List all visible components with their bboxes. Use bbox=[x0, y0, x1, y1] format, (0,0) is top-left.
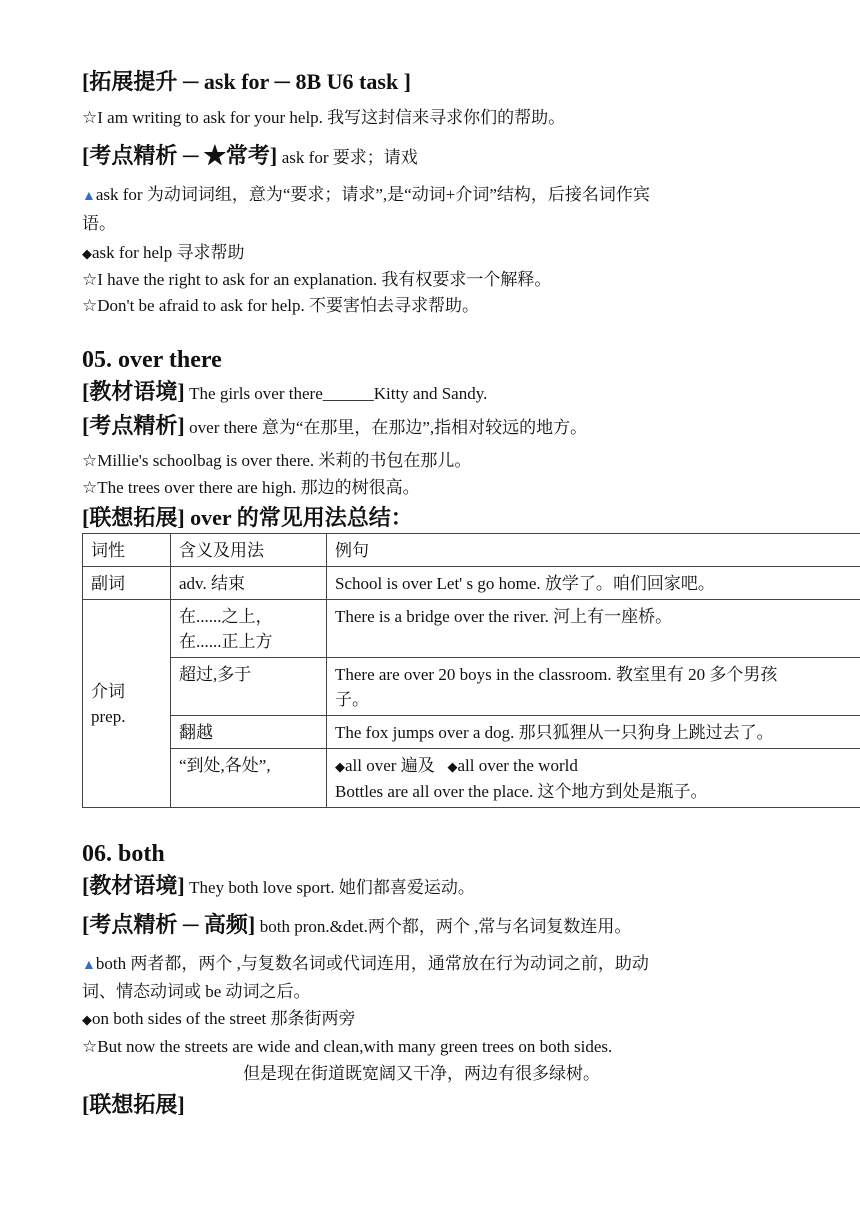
pos-abbrev: prep. bbox=[91, 707, 126, 726]
meaning-cell bbox=[171, 600, 327, 658]
diamond-icon: ◆ bbox=[335, 759, 345, 774]
example-cell bbox=[327, 749, 860, 808]
column-header: 词性 bbox=[83, 534, 171, 567]
example-sentence: ☆The trees over there are high. 那边的树很高。 bbox=[82, 478, 420, 497]
phrase-line bbox=[82, 1008, 355, 1031]
example-sentence: ☆Millie's schoolbag is over there. 米莉的书包在那儿。 bbox=[82, 451, 472, 470]
over-usage-table bbox=[82, 533, 860, 808]
context-text: They both love sport. 她们都喜爱运动。 bbox=[189, 878, 475, 897]
phrase-text: all over 遍及 bbox=[345, 756, 435, 775]
context-label: [教材语境] bbox=[82, 379, 185, 404]
part-of-speech-cell: 副词 bbox=[83, 567, 171, 600]
example-line: 子。 bbox=[335, 690, 369, 709]
column-header: 例句 bbox=[327, 534, 860, 567]
context-line bbox=[82, 875, 475, 899]
key-point-line bbox=[82, 914, 631, 938]
table-row bbox=[83, 600, 860, 658]
meaning-line: 在......正上方 bbox=[179, 632, 273, 651]
context-text: The girls over there______Kitty and Sandy. bbox=[189, 384, 488, 403]
note-continuation: 语。 bbox=[82, 214, 116, 233]
note-text: both 两者都，两个 ,与复数名词或代词连用，通常放在行为动词之前，助动 bbox=[95, 954, 649, 973]
example-sentence: ☆I am writing to ask for your help. 我写这封信来寻求你们的帮助。 bbox=[82, 108, 566, 127]
section-title-ask-for: [拓展提升 ─ ask for ─ 8B U6 task ] bbox=[82, 69, 412, 94]
part-of-speech-cell bbox=[83, 600, 171, 808]
example-cell: School is over Let' s go home. 放学了。咱们回家吧。 bbox=[327, 567, 860, 600]
section-title-over-there: 05. over there bbox=[82, 347, 222, 373]
table-row bbox=[83, 658, 860, 716]
table-row bbox=[83, 749, 860, 808]
meaning-cell: 翻越 bbox=[171, 716, 327, 749]
note-continuation: 词、情态动词或 be 动词之后。 bbox=[82, 982, 311, 1001]
meaning-cell: “到处,各处”, bbox=[171, 749, 327, 808]
table-row bbox=[83, 567, 860, 600]
example-line: Bottles are all over the place. 这个地方到处是瓶子。 bbox=[335, 782, 708, 801]
diamond-icon: ◆ bbox=[82, 246, 92, 261]
meaning-cell: 超过,多于 bbox=[171, 658, 327, 716]
meaning-line: 在......之上， bbox=[179, 607, 273, 626]
summary-title: [联想拓展] over 的常见用法总结： bbox=[82, 505, 413, 530]
key-point-label: [考点精析 ─ 高频] bbox=[82, 912, 256, 937]
example-sentence: ☆Don't be afraid to ask for help. 不要害怕去寻求帮助。 bbox=[82, 296, 479, 315]
example-sentence: ☆But now the streets are wide and clean,with many green trees on both sides. bbox=[82, 1037, 613, 1056]
key-point-line bbox=[82, 145, 418, 169]
pos-label: 介词 bbox=[91, 682, 125, 701]
example-cell: There is a bridge over the river. 河上有一座桥。 bbox=[327, 600, 860, 658]
key-point-text: ask for 要求；请戏 bbox=[281, 148, 418, 167]
column-header: 含义及用法 bbox=[171, 534, 327, 567]
phrase-text: ask for help 寻求帮助 bbox=[92, 243, 245, 262]
context-line bbox=[82, 381, 487, 405]
expand-label: [联想拓展] bbox=[82, 1092, 185, 1117]
context-label: [教材语境] bbox=[82, 873, 185, 898]
phrase-text: all over the world bbox=[457, 756, 578, 775]
example-translation: 但是现在街道既宽阔又干净，两边有很多绿树。 bbox=[243, 1064, 600, 1083]
triangle-icon: ▲ bbox=[82, 958, 96, 973]
key-point-text: over there 意为“在那里，在那边”,指相对较远的地方。 bbox=[189, 418, 588, 437]
note-text: ask for 为动词词组，意为“要求；请求”,是“动词+介词”结构，后接名词作宾 bbox=[95, 185, 650, 204]
phrase-text: on both sides of the street 那条街两旁 bbox=[92, 1009, 356, 1028]
table-header-row bbox=[83, 534, 860, 567]
table-row bbox=[83, 716, 860, 749]
note-line bbox=[82, 953, 649, 977]
example-cell: The fox jumps over a dog. 那只狐狸从一只狗身上跳过去了。 bbox=[327, 716, 860, 749]
phrase-line bbox=[82, 242, 245, 265]
example-line: There are over 20 boys in the classroom. 教室里有 20 多个男孩 bbox=[335, 665, 778, 684]
key-point-label: [考点精析 ─ ★常考] bbox=[82, 143, 278, 168]
phrase-line bbox=[335, 753, 853, 779]
key-point-label: [考点精析] bbox=[82, 413, 185, 438]
example-cell bbox=[327, 658, 860, 716]
diamond-icon: ◆ bbox=[82, 1012, 92, 1027]
key-point-line bbox=[82, 415, 587, 439]
meaning-cell: adv. 结束 bbox=[171, 567, 327, 600]
diamond-icon: ◆ bbox=[447, 759, 458, 774]
note-line bbox=[82, 184, 650, 208]
section-title-both: 06. both bbox=[82, 841, 165, 867]
example-sentence: ☆I have the right to ask for an explanation. 我有权要求一个解释。 bbox=[82, 270, 552, 289]
triangle-icon: ▲ bbox=[82, 189, 96, 204]
key-point-text: both pron.&det.两个都，两个 ,常与名词复数连用。 bbox=[259, 917, 632, 936]
